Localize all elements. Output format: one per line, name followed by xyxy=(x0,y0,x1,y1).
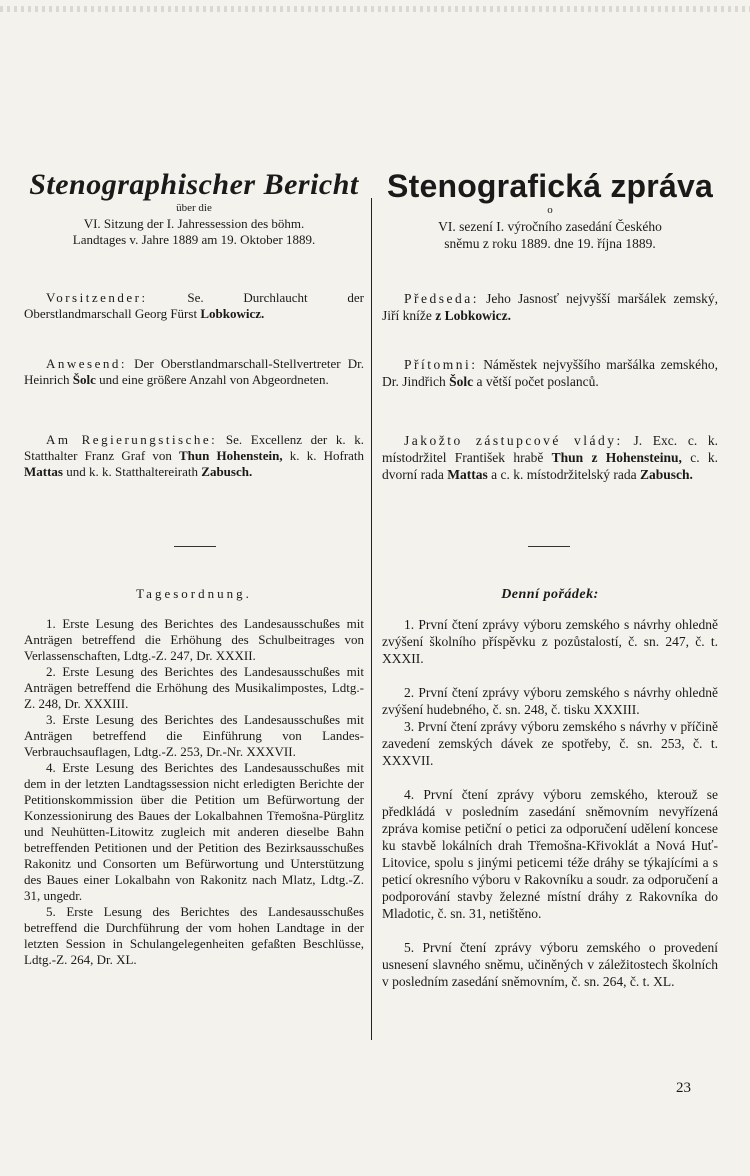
czech-gov-label: Jakožto zástupcové vlády: xyxy=(404,433,623,448)
german-chair-name: Lobkowicz. xyxy=(200,306,265,321)
german-present-text2: und eine größere Anzahl von Abgeordneten. xyxy=(99,372,329,387)
german-title: Stenographischer Bericht xyxy=(29,168,359,201)
german-agenda-heading-wrap xyxy=(24,586,364,602)
german-session-line2: Landtages v. Jahre 1889 am 19. Oktober 1889. xyxy=(72,232,316,248)
german-present-label: Anwesend: xyxy=(46,356,127,371)
german-chair xyxy=(24,290,364,322)
czech-column xyxy=(382,168,719,989)
czech-session-line2: sněmu z roku 1889. dne 19. října 1889. xyxy=(444,236,656,252)
german-gov-label: Am Regierungstische: xyxy=(46,432,218,447)
german-session-line1: VI. Sitzung der I. Jahressession des böhm. xyxy=(83,216,305,232)
czech-gov-name2: Mattas xyxy=(447,467,488,482)
czech-agenda-item-2: 2. První čtení zprávy výboru zemského s návrhy ohledně zvýšení hudebného, č. sn. 248, č. tisku XXXIII. xyxy=(382,685,718,717)
german-gov-name3: Zabusch. xyxy=(201,464,253,479)
czech-gov-name3: Zabusch. xyxy=(639,467,693,482)
czech-present-text2: a větší počet poslanců. xyxy=(476,374,599,389)
czech-title: Stenografická zpráva xyxy=(387,168,713,204)
column-divider xyxy=(371,198,372,1040)
czech-gov-name1: Thun z Hohensteinu, xyxy=(551,450,682,465)
czech-agenda-item-5: 5. První čtení zprávy výboru zemského o provedení usnesení slavného sněmu, učiněných v záležitostech školních v posledním zasedání sněmovním, č. sn. 264, č. t. XL. xyxy=(382,940,718,989)
czech-agenda-item-1: 1. První čtení zprávy výboru zemského s návrhy ohledně zvýšení školního příspěvku z pozůstalostí, č. sn. 247, č. t. XXXII. xyxy=(382,617,718,666)
czech-chair xyxy=(382,290,718,324)
german-column xyxy=(24,168,365,967)
czech-present-name: Šolc xyxy=(449,374,474,389)
czech-agenda-item-4: 4. První čtení zprávy výboru zemského, kterouž se předkládá v posledním zasedání sněmovním nevyřízená zpráva komise petiční o petici za odporučení udělení koncese ku stavbě lokálních drah Třemošna-Křivoklát a Nová Huť-Litovice, spolu s jinými peticemi téže dráhy se týkajícími a s peticí okresního výboru v Rakovníku a soudr. za odporučení a podporování stavby železné místní dráhy z Rakovníka do Mladotic, č. sn. 31, netištěno. xyxy=(382,787,718,921)
czech-agenda xyxy=(382,616,718,990)
german-agenda-item-1: 1. Erste Lesung des Berichtes des Landesausschußes mit Anträgen betreffend die Erhöhung des Schulbeitrages von Verlassenschaften, Ldtg.-Z. 247, Dr. XXXII. xyxy=(24,616,364,663)
czech-subtitle: o xyxy=(547,204,553,216)
german-present-name: Šolc xyxy=(72,372,96,387)
german-gov-text3: und k. k. Statthaltereirath xyxy=(66,464,199,479)
german-chair-text: Se. Durchlaucht der Oberstlandmarschall Georg Fürst xyxy=(24,290,365,321)
czech-agenda-heading: Denní pořádek: xyxy=(501,587,599,602)
german-agenda-item-4: 4. Erste Lesung des Berichtes des Landesausschußes mit dem in der letzten Landtagssession nicht erledigten Berichte der Petitionskommission über die Petition um Befürwortung der Konzessionirung des Baues der Lokalbahnen Třemošna-Pürglitz und Neuhütten-Litowitz zugleich mit anderen dieselbe Bahn betreffenden Petitionen und der Petition des Bezirksausschußes Rakonitz und Consorten um Befürwortung und Unterstützung des Baues einer Lokalbahn von Rakonitz nach Mlatz, Ldtg.-Z. 31, ungedr. xyxy=(24,760,364,903)
czech-agenda-item-3: 3. První čtení zprávy výboru zemského s návrhy v příčině zavedení zemských dávek ze spotřeby, č. sn. 253, č. t. XXXVII. xyxy=(382,719,718,768)
czech-present xyxy=(382,356,718,390)
czech-gov-text1: J. Exc. c. k. místodržitel František hrabě xyxy=(382,433,719,465)
page-number: 23 xyxy=(676,1080,691,1096)
german-agenda xyxy=(24,616,364,968)
german-section-rule xyxy=(174,546,216,547)
german-gov-text2: k. k. Hofrath xyxy=(289,448,365,463)
german-agenda-heading: Tagesordnung. xyxy=(136,586,252,601)
czech-present-label: Přítomni: xyxy=(404,357,478,372)
czech-chair-label: Předseda: xyxy=(404,291,479,306)
czech-chair-name: z Lobkowicz. xyxy=(435,308,511,323)
german-chair-label: Vorsitzender: xyxy=(46,290,148,305)
german-gov-text1: Se. Excellenz der k. k. Statthalter Franz Graf von xyxy=(24,432,364,463)
german-agenda-item-3: 3. Erste Lesung des Berichtes des Landesausschußes mit Anträgen betreffend die Einführung von Landes-Verbrauchsauflagen, Ldtg.-Z. 253, Dr.-Nr. XXXVII. xyxy=(24,712,364,759)
german-gov-name2: Mattas xyxy=(24,464,63,479)
german-present-text1: Der Oberstlandmarschall-Stellvertreter Dr. Heinrich xyxy=(24,356,365,387)
czech-chair-text: Jeho Jasnosť nejvyšší maršálek zemský, Jiří kníže xyxy=(382,291,719,323)
czech-gov-text2: c. k. dvorní rada xyxy=(382,450,718,482)
german-government xyxy=(24,432,364,480)
german-gov-name1: Thun Hohenstein, xyxy=(179,448,283,463)
czech-section-rule xyxy=(528,546,570,547)
german-subtitle: über die xyxy=(176,202,212,214)
german-agenda-item-5: 5. Erste Lesung des Berichtes des Landesausschußes betreffend die Durchführung der vom hohen Landtage in der letzten Session in Schulangelegenheiten gefaßten Beschlüsse, Ldtg.-Z. 264, Dr. XL. xyxy=(24,904,364,967)
german-agenda-item-2: 2. Erste Lesung des Berichtes des Landesausschußes mit Anträgen betreffend die Erhöhung des Musikalimpostes, Ldtg.-Z. 248, Dr. XXXIII. xyxy=(24,664,364,711)
german-present xyxy=(24,356,364,388)
czech-gov-text3: a c. k. místodržitelský rada xyxy=(491,467,637,482)
czech-session-line1: VI. sezení I. výročního zasedání Českého xyxy=(438,219,662,235)
czech-agenda-heading-wrap xyxy=(382,586,718,603)
scan-edge-mark xyxy=(0,6,750,12)
czech-government xyxy=(382,432,718,483)
czech-present-text1: Náměstek nejvyššího maršálka zemského, Dr. Jindřich xyxy=(382,357,718,389)
